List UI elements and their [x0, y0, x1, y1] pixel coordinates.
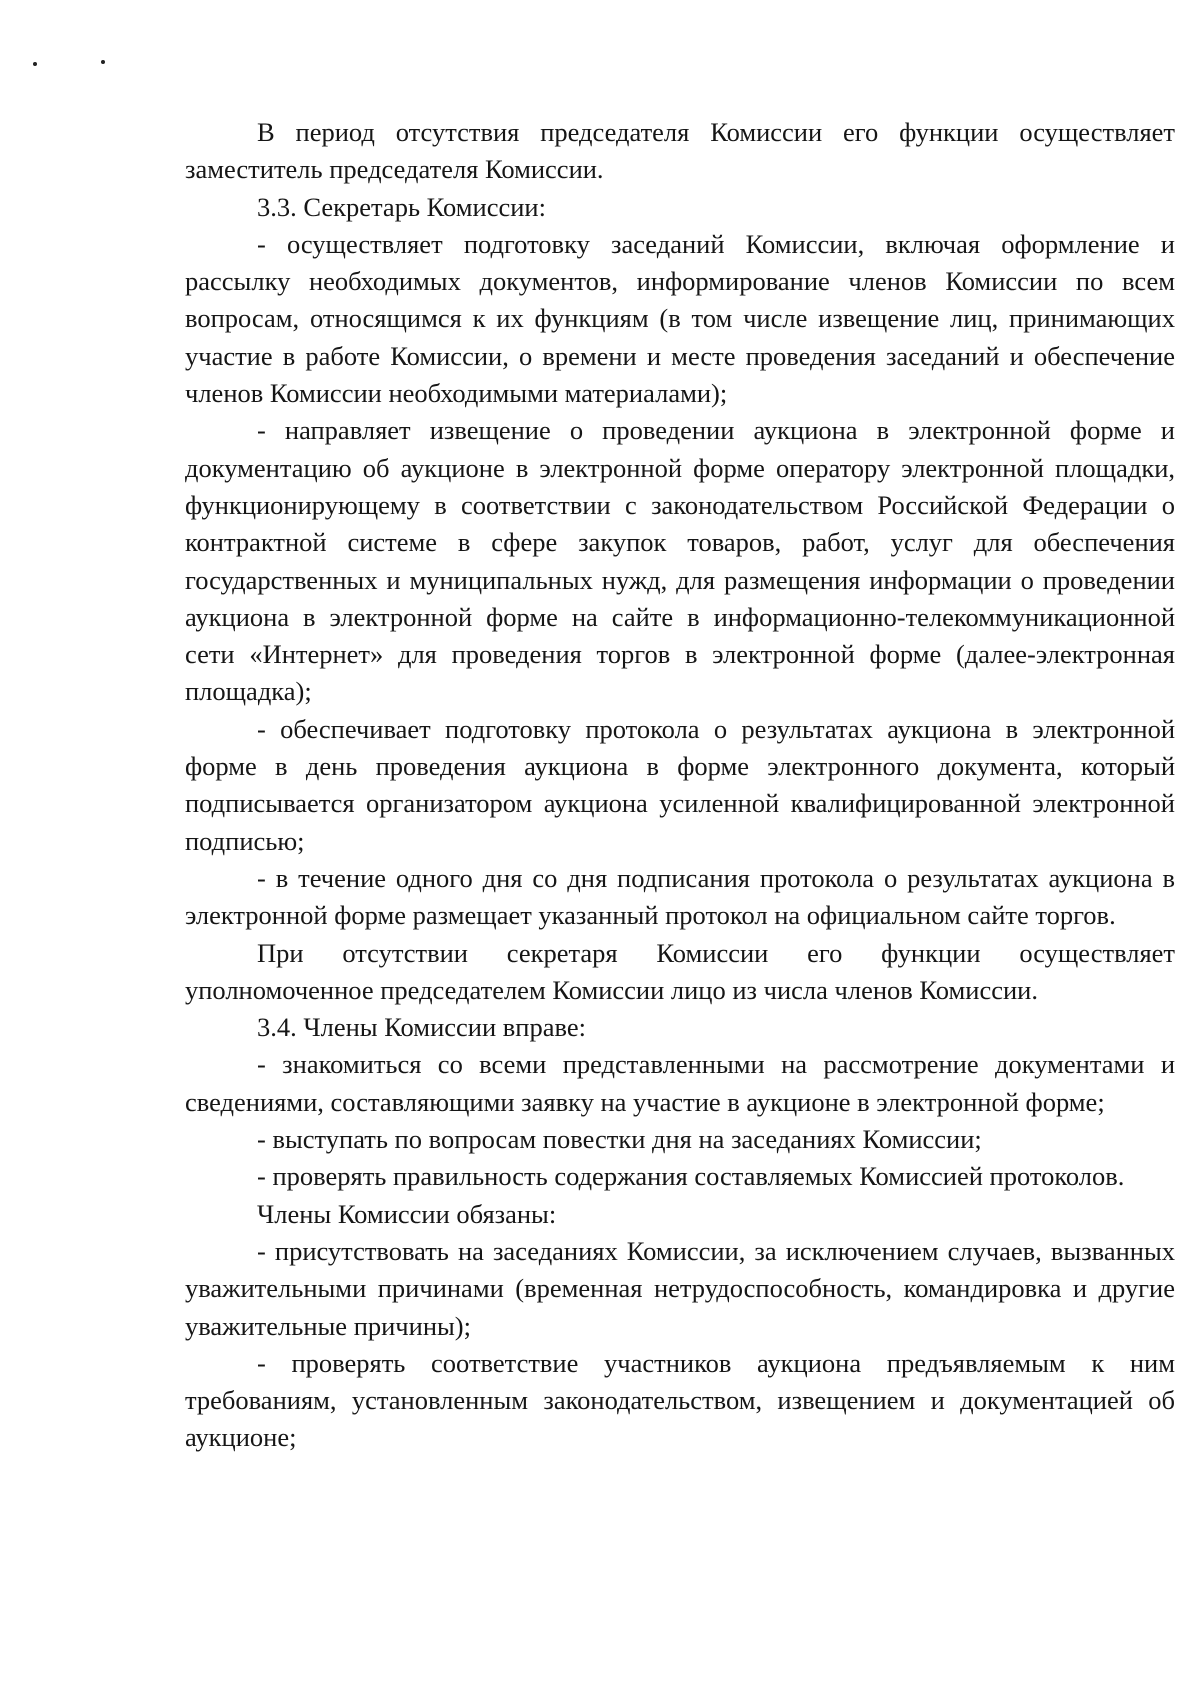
paragraph-secretary-protocol: - обеспечивает подготовку протокола о результатах аукциона в электронной форме в день проведения аукциона в форме электронного документа, который подписывается организатором аукциона усиленной квалифицированной электронной подписью;: [185, 713, 1175, 856]
paragraph-members-verify-participants: - проверять соответствие участников аукциона предъявляемым к ним требованиям, установленным законодательством, извещением и документацией об аукционе;: [185, 1347, 1175, 1453]
paragraph-members-speak: - выступать по вопросам повестки дня на заседаниях Комиссии;: [257, 1124, 982, 1155]
paragraph-secretary-notice: - направляет извещение о проведении аукциона в электронной форме и документацию об аукционе в электронной форме оператору электронной площадки, функционирующему в соответствии с законодательством Российской Федерации о контрактной системе в сфере закупок товаров, работ, услуг для обеспечения государственных и муниципальных нужд, для размещения информации о проведении аукциона в электронной форме на сайте в информационно-телекоммуникационной сети «Интернет» для проведения торгов в электронной форме (далее-электронная площадка);: [185, 415, 1175, 707]
section-heading-3-3: 3.3. Секретарь Комиссии:: [257, 191, 546, 222]
paragraph-secretary-preparation: - осуществляет подготовку заседаний Комиссии, включая оформление и рассылку необходимых документов, информирование членов Комиссии по всем вопросам, относящимся к их функциям (в том числе извещение лиц, принимающих участие в работе Комиссии, о времени и месте проведения заседаний и обеспечение членов Комиссии необходимыми материалами);: [185, 228, 1175, 409]
paragraph-members-check-protocols: - проверять правильность содержания составляемых Комиссией протоколов.: [257, 1161, 1125, 1192]
paragraph-secretary-publication: - в течение одного дня со дня подписания протокола о результатах аукциона в электронной форме размещает указанный протокол на официальном сайте торгов.: [185, 862, 1175, 931]
paragraph-members-review: - знакомиться со всеми представленными на рассмотрение документами и сведениями, составляющими заявку на участие в аукционе в электронной форме;: [185, 1049, 1175, 1117]
scan-artifact-dot: [33, 62, 37, 66]
scan-artifact-dot: [101, 60, 105, 64]
document-body: [185, 114, 1175, 1457]
paragraph-chairman-absence: В период отсутствия председателя Комиссии его функции осуществляет заместитель председателя Комиссии.: [185, 117, 1175, 185]
paragraph-members-attend: - присутствовать на заседаниях Комиссии, за исключением случаев, вызванных уважительными причинами (временная нетрудоспособность, командировка и другие уважительные причины);: [185, 1235, 1175, 1341]
section-heading-3-4: 3.4. Члены Комиссии вправе:: [257, 1012, 586, 1043]
paragraph-secretary-absence: При отсутствии секретаря Комиссии его функции осуществляет уполномоченное председателем Комиссии лицо из числа членов Комиссии.: [185, 937, 1175, 1005]
paragraph-members-obligations-heading: Члены Комиссии обязаны:: [257, 1198, 557, 1229]
